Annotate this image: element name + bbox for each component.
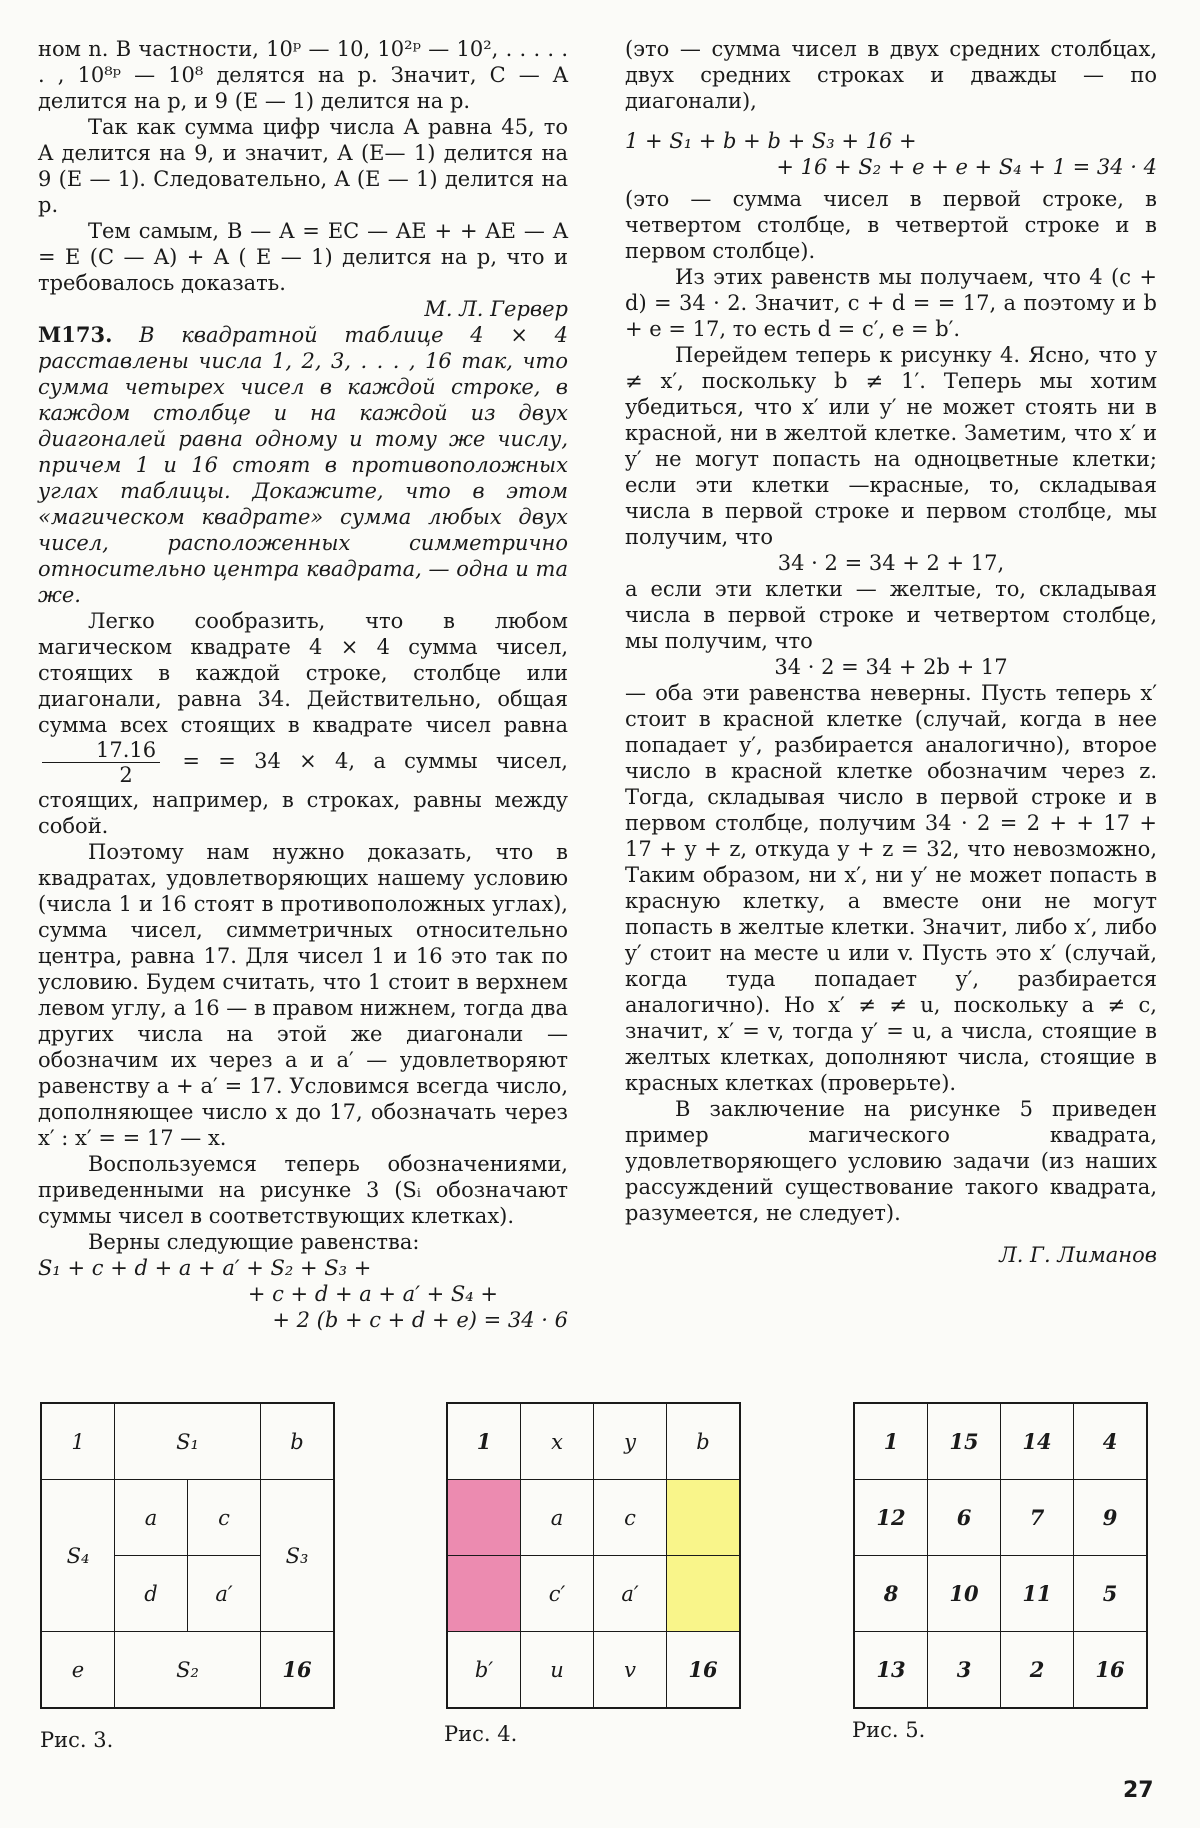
paragraph: (это — сумма чисел в двух средних столбцах, двух средних строках и дважды — по диагонали), xyxy=(625,37,1157,113)
grid-cell: 16 xyxy=(261,1632,335,1709)
grid-cell: 16 xyxy=(1074,1632,1148,1709)
fraction-denominator: 2 xyxy=(119,763,133,787)
equation-block xyxy=(38,1255,568,1333)
fraction-numerator: 17.16 xyxy=(42,738,160,763)
equation-line: + c + d + a + a′ + S₄ + xyxy=(247,1282,498,1306)
grid-cell: 4 xyxy=(1074,1403,1148,1480)
grid-cell: 15 xyxy=(928,1403,1001,1480)
grid-cell: y xyxy=(594,1403,667,1480)
paragraph: Тем самым, B — A = EC — AE + + AE — A = E (C — A) + A ( E — 1) делится на p, что и требовалось доказать. xyxy=(38,219,568,295)
paragraph-text: Легко сообразить, что в любом магическом квадрате 4 × 4 сумма чисел, стоящих в каждой строке, столбце или диагонали, равна 34. Действительно, общая сумма всех стоящих в квадрате чисел равна xyxy=(38,609,568,737)
paragraph: Верны следующие равенства: xyxy=(88,1230,420,1254)
figure-5-caption: Рис. 5. xyxy=(852,1718,926,1742)
equation-line: + 16 + S₂ + e + e + S₄ + 1 = 34 · 4 xyxy=(776,155,1157,179)
grid-cell: 7 xyxy=(1001,1480,1074,1556)
equation-line: + 2 (b + c + d + e) = 34 · 6 xyxy=(272,1308,568,1332)
grid-cell: 16 xyxy=(667,1632,741,1709)
paragraph: а если эти клетки — желтые, то, складывая числа в первой строке и четвертом столбце, мы получим, что xyxy=(625,577,1157,653)
grid-cell: 12 xyxy=(854,1480,928,1556)
yellow-cell xyxy=(667,1556,741,1632)
grid-cell: b xyxy=(667,1403,741,1480)
fraction xyxy=(42,738,160,787)
equation: 34 · 2 = 34 + 2b + 17 xyxy=(774,655,1008,679)
grid-cell: c xyxy=(594,1480,667,1556)
figure-5-grid xyxy=(853,1402,1148,1709)
grid-cell: b xyxy=(261,1403,335,1480)
grid-cell: a xyxy=(115,1480,188,1556)
grid-cell: 14 xyxy=(1001,1403,1074,1480)
grid-cell: a′ xyxy=(188,1556,261,1632)
grid-cell: c xyxy=(188,1480,261,1556)
grid-cell: u xyxy=(521,1632,594,1709)
grid-cell: 1 xyxy=(41,1403,115,1480)
problem-statement xyxy=(38,322,568,608)
page-number: 27 xyxy=(1123,1778,1154,1803)
grid-cell: 10 xyxy=(928,1556,1001,1632)
author-signature: Л. Г. Лиманов xyxy=(999,1243,1157,1267)
equation-block xyxy=(625,128,1157,180)
paragraph: ном n. В частности, 10ᵖ — 10, 10²ᵖ — 10², . . . . . . , 10⁸ᵖ — 10⁸ делятся на p. Значит, C — A делится на p, и 9 (E — 1) делится на p. xyxy=(38,37,568,113)
figure-3-diagram xyxy=(40,1402,335,1709)
figure-3-caption: Рис. 3. xyxy=(40,1728,114,1752)
paragraph xyxy=(38,608,568,839)
grid-cell: 13 xyxy=(854,1632,928,1709)
grid-cell: 5 xyxy=(1074,1556,1148,1632)
problem-label: М173. xyxy=(38,322,113,347)
grid-cell: e xyxy=(41,1632,115,1709)
yellow-cell xyxy=(667,1480,741,1556)
figure-4-diagram xyxy=(446,1402,741,1709)
paragraph: В заключение на рисунке 5 приведен пример магического квадрата, удовлетворяющего условию задачи (из наших рассуждений существование такого квадрата, разумеется, не следует). xyxy=(625,1097,1157,1225)
left-column xyxy=(38,36,568,1333)
paragraph: (это — сумма чисел в первой строке, в четвертом столбце, в четвертой строке и в первом столбце). xyxy=(625,187,1157,263)
grid-cell: S₂ xyxy=(115,1632,261,1709)
grid-cell: x xyxy=(521,1403,594,1480)
grid-cell: a xyxy=(521,1480,594,1556)
red-cell xyxy=(447,1480,521,1556)
grid-cell: S₄ xyxy=(41,1480,115,1632)
paragraph: Из этих равенств мы получаем, что 4 (c + d) = 34 · 2. Значит, c + d = = 17, а поэтому и b + e = 17, то есть d = c′, e = b′. xyxy=(625,265,1157,341)
figure-5-magic-square xyxy=(853,1402,1148,1709)
grid-cell: 1 xyxy=(447,1403,521,1480)
grid-cell: S₃ xyxy=(261,1480,335,1632)
paragraph: — оба эти равенства неверны. Пусть теперь x′ стоит в красной клетке (случай, когда в нее попадает y′, разбирается аналогично), второе число в красной клетке обозначим через z. Тогда, складывая число в первой строке и в первом столбце, получим 34 · 2 = 2 + + 17 + 17 + y + z, откуда y + z = 32, что невозможно, Таким образом, ни x′, ни y′ не может попасть в красную клетку, а вместе они не могут попасть в желтые клетки. Значит, либо x′, либо y′ стоит на месте u или v. Пусть это x′ (случай, когда туда попадает y′, разбирается аналогично). Но x′ ≠ ≠ u, поскольку a ≠ c, значит, x′ = v, тогда y′ = u, а числа, стоящие в желтых клетках, дополняют числа, стоящие в красных клетках (проверьте). xyxy=(625,681,1157,1095)
paragraph: Так как сумма цифр числа A равна 45, то A делится на 9, и значит, A (E— 1) делится на 9 (E — 1). Следовательно, A (E — 1) делится на p. xyxy=(38,115,568,217)
grid-cell: a′ xyxy=(594,1556,667,1632)
grid-cell: d xyxy=(115,1556,188,1632)
paragraph: Перейдем теперь к рисунку 4. Ясно, что y ≠ x′, поскольку b ≠ 1′. Теперь мы хотим убедиться, что x′ или y′ не может стоять ни в красной, ни в желтой клетке. Заметим, что x′ и y′ не могут попасть на одноцветные клетки; если эти клетки —красные, то, складывая числа в первой строке и первом столбце, мы получим, что xyxy=(625,343,1157,549)
equation-line: 1 + S₁ + b + b + S₃ + 16 + xyxy=(625,129,917,153)
paragraph: Поэтому нам нужно доказать, что в квадратах, удовлетворяющих нашему условию (числа 1 и 16 стоят в противоположных углах), сумма чисел, симметричных относительно центра, равна 17. Для чисел 1 и 16 это так по условию. Будем считать, что 1 стоит в верхнем левом углу, а 16 — в правом нижнем, тогда два других числа на этой же диагонали — обозначим их через a и a′ — удовлетворяют равенству a + a′ = 17. Условимся всегда число, дополняющее число x до 17, обозначать через x′ : x′ = = 17 — x. xyxy=(38,840,568,1150)
paragraph-text: = = 34 × 4, а суммы чисел, стоящих, например, в строках, равны между собой. xyxy=(38,749,568,838)
grid-cell: 2 xyxy=(1001,1632,1074,1709)
figure-3-grid xyxy=(40,1402,335,1709)
figure-4-grid xyxy=(446,1402,741,1709)
grid-cell: 6 xyxy=(928,1480,1001,1556)
grid-cell: S₁ xyxy=(115,1403,261,1480)
author-signature: М. Л. Гервер xyxy=(424,297,568,321)
figure-4-caption: Рис. 4. xyxy=(444,1722,518,1746)
equation: 34 · 2 = 34 + 2 + 17, xyxy=(777,551,1005,575)
grid-cell: 11 xyxy=(1001,1556,1074,1632)
grid-cell: 3 xyxy=(928,1632,1001,1709)
grid-cell: v xyxy=(594,1632,667,1709)
problem-text: В квадратной таблице 4 × 4 расставлены числа 1, 2, 3, . . . , 16 так, что сумма четырех чисел в каждой строке, в каждом столбце и на каждой из двух диагоналей равна одному и тому же числу, причем 1 и 16 стоят в противоположных углах таблицы. Докажите, что в этом «магическом квадрате» сумма любых двух чисел, расположенных симметрично относительно центра квадрата, — одна и та же. xyxy=(38,323,568,607)
paragraph: Воспользуемся теперь обозначениями, приведенными на рисунке 3 (Sᵢ обозначают суммы чисел в соответствующих клетках). xyxy=(38,1152,568,1228)
right-column xyxy=(625,36,1157,1268)
grid-cell: b′ xyxy=(447,1632,521,1709)
equation-line: S₁ + c + d + a + a′ + S₂ + S₃ + xyxy=(38,1256,372,1280)
grid-cell: 8 xyxy=(854,1556,928,1632)
grid-cell: c′ xyxy=(521,1556,594,1632)
grid-cell: 9 xyxy=(1074,1480,1148,1556)
grid-cell: 1 xyxy=(854,1403,928,1480)
red-cell xyxy=(447,1556,521,1632)
